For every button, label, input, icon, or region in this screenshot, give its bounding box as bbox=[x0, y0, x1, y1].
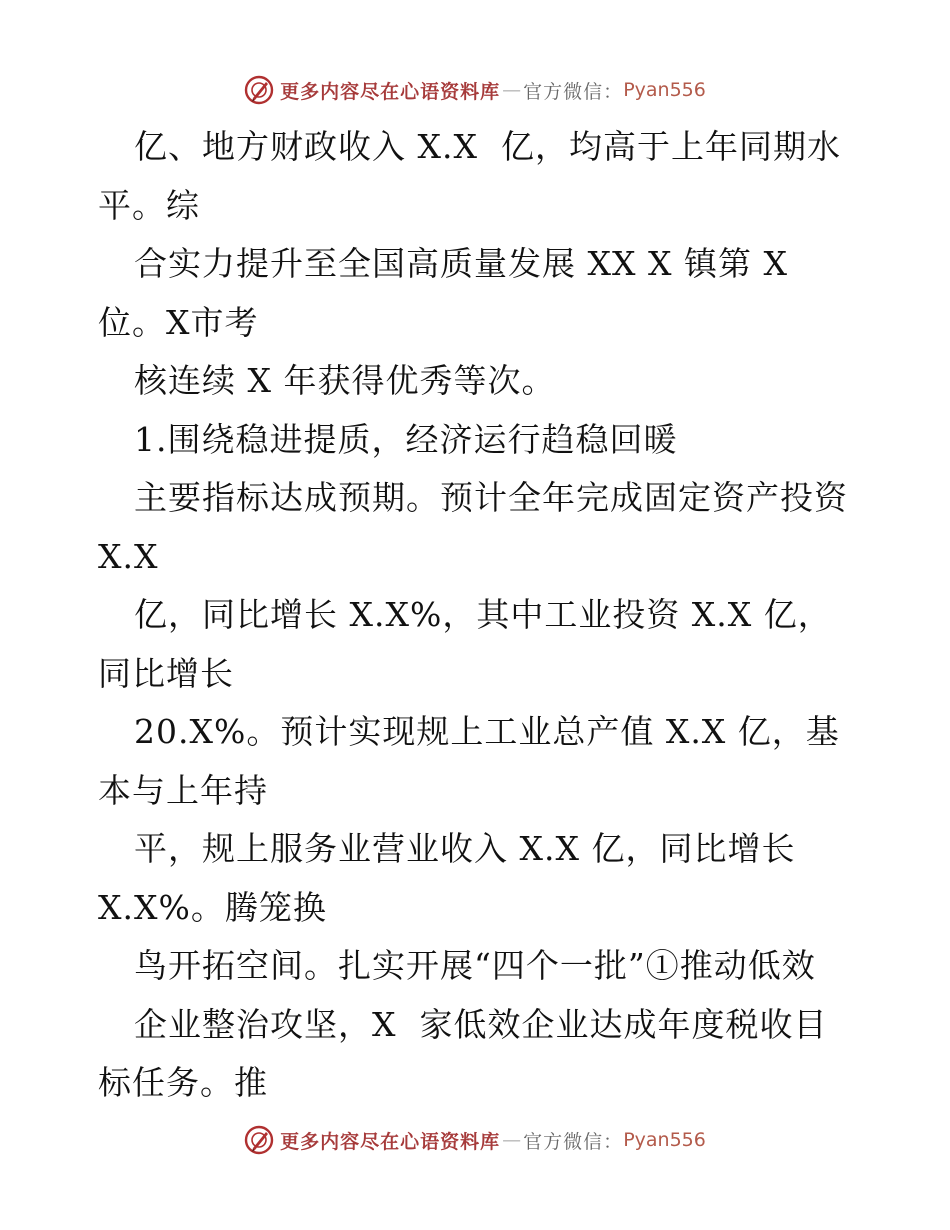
footer-banner bbox=[0, 1120, 950, 1160]
header-brand-text: 更多内容尽在心语资料库 bbox=[280, 80, 501, 103]
header-account-id: Pyan556 bbox=[623, 79, 706, 101]
header-separator: — bbox=[502, 79, 522, 101]
footer-separator: — bbox=[502, 1129, 522, 1151]
pen-logo-icon bbox=[244, 75, 274, 105]
text-line: 1.围绕稳进提质，经济运行趋稳回暖 bbox=[134, 419, 678, 459]
text-line: 20.X%。预计实现规上工业总产值 X.X 亿，基 bbox=[134, 712, 840, 751]
header-banner bbox=[0, 70, 950, 110]
text-line: 同比增长 bbox=[98, 653, 234, 693]
text-line: 企业整治攻坚，X 家低效企业达成年度税收目 bbox=[134, 1004, 828, 1044]
text-line: 主要指标达成预期。预计全年完成固定资产投资 bbox=[134, 478, 848, 517]
text-line: 核连续 X 年获得优秀等次。 bbox=[134, 361, 556, 400]
text-line: 亿，同比增长 X.X%，其中工业投资 X.X 亿， bbox=[134, 595, 832, 634]
document-body bbox=[98, 118, 868, 1113]
text-line: 本与上年持 bbox=[98, 770, 268, 810]
text-line: 平，规上服务业营业收入 X.X 亿，同比增长 bbox=[134, 829, 796, 868]
text-line: 合实力提升至全国高质量发展 XX X 镇第 X bbox=[134, 244, 788, 283]
pen-logo-icon bbox=[244, 1125, 274, 1155]
footer-official-label: 官方微信： bbox=[523, 1130, 624, 1153]
text-line: 鸟开拓空间。扎实开展“四个一批”①推动低效 bbox=[134, 946, 816, 985]
footer-account-id: Pyan556 bbox=[623, 1129, 706, 1151]
text-line: 标任务。推 bbox=[98, 1063, 268, 1102]
text-line: X.X%。腾笼换 bbox=[98, 887, 327, 927]
header-official-label: 官方微信： bbox=[523, 80, 624, 103]
text-line: 位。X市考 bbox=[98, 302, 259, 342]
text-line: X.X bbox=[98, 536, 159, 576]
text-line: 亿、地方财政收入 X.X 亿，均高于上年同期水 bbox=[134, 127, 841, 166]
footer-brand-text: 更多内容尽在心语资料库 bbox=[280, 1130, 501, 1153]
text-line: 平。综 bbox=[98, 185, 200, 225]
